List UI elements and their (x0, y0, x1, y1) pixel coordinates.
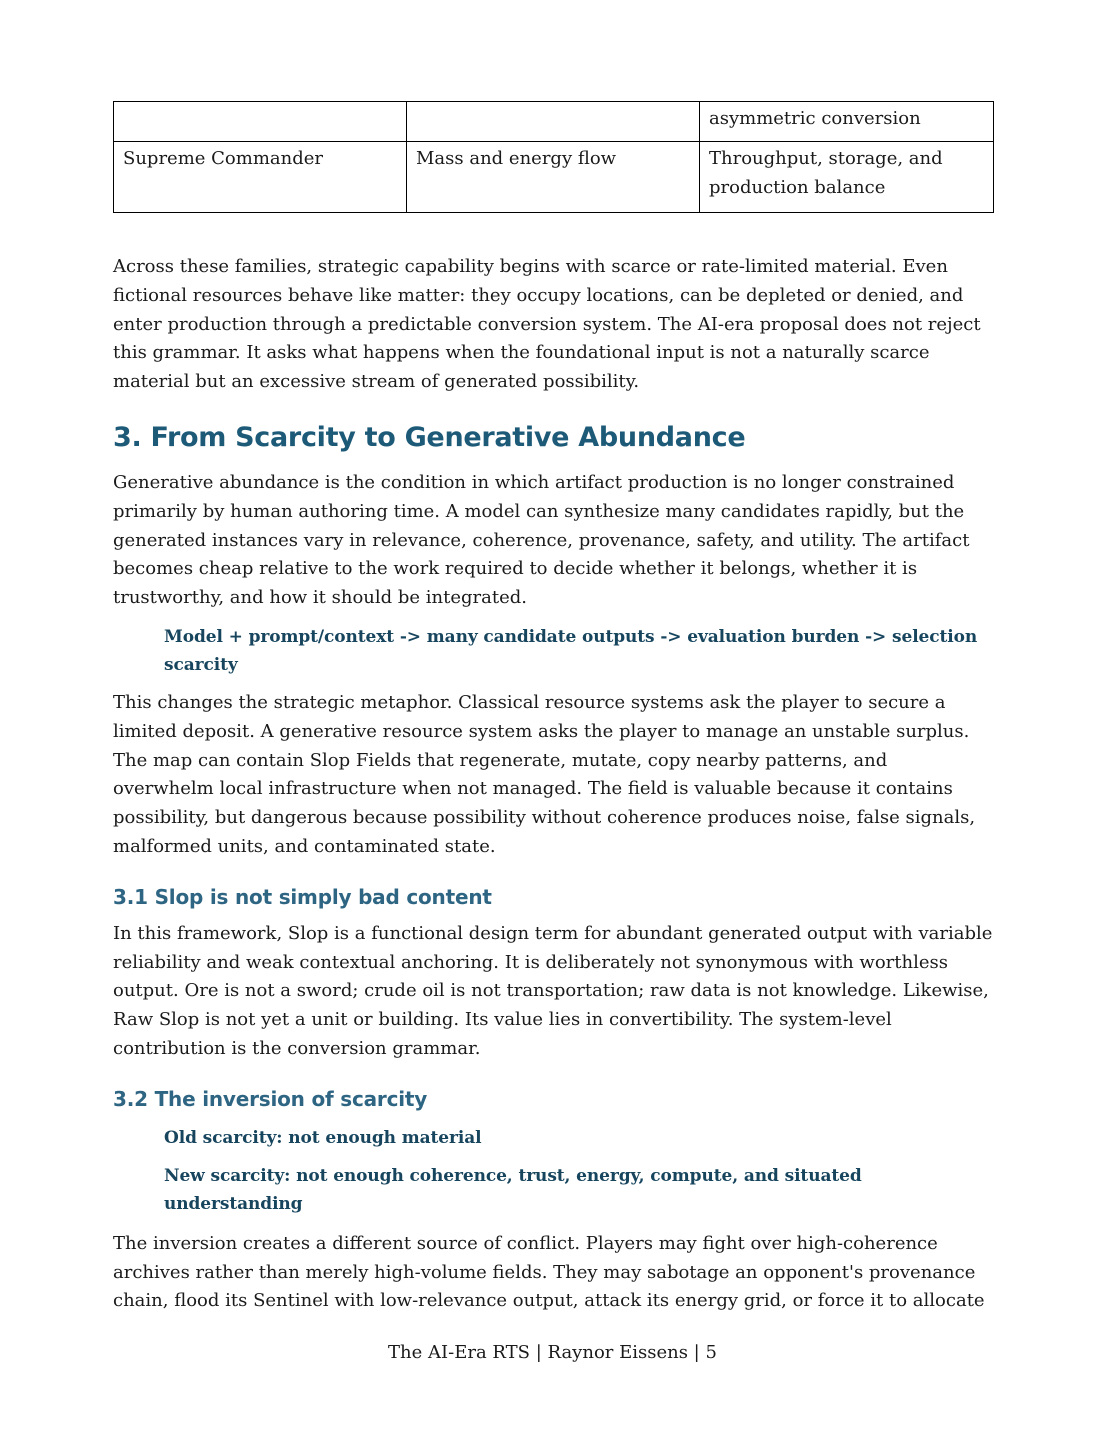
table-cell: Throughput, storage, and production balance (700, 142, 994, 213)
subsection-heading-3-1: 3.1 Slop is not simply bad content (113, 884, 492, 909)
paragraph-resource-families: Across these families, strategic capability begins with scarce or rate-limited material. Even fictional resources behave like matter: they occupy locations, can be depleted or denied, and enter production through a predictable conversion system. The AI-era proposal does not reject this grammar. It asks what happens when the foundational input is not a naturally scarce material but an excessive stream of generated possibility. (113, 256, 981, 393)
table-cell: Supreme Commander (114, 142, 407, 213)
formula-generation-pipeline: Model + prompt/context -> many candidate outputs -> evaluation burden -> selection scarcity (164, 626, 978, 675)
table-cell (114, 102, 407, 142)
formula-old-scarcity: Old scarcity: not enough material (164, 1127, 482, 1148)
paragraph-generative-abundance: Generative abundance is the condition in which artifact production is no longer constrained primarily by human authoring time. A model can synthesize many candidates rapidly, but the generated instances vary in relevance, coherence, provenance, safety, and utility. The artifact becomes cheap relative to the work required to decide whether it belongs, whether it is trustworthy, and how it should be integrated. (113, 471, 970, 609)
formula-new-scarcity: New scarcity: not enough coherence, trust, energy, compute, and situated understanding (164, 1165, 862, 1214)
table-cell: asymmetric conversion (700, 102, 994, 142)
subsection-heading-3-2: 3.2 The inversion of scarcity (113, 1086, 428, 1111)
resource-comparison-table (113, 101, 994, 213)
table-cell: Mass and energy flow (407, 142, 700, 213)
page-footer: The AI-Era RTS | Raynor Eissens | 5 (388, 1342, 717, 1363)
table-cell (407, 102, 700, 142)
paragraph-slop-definition: In this framework, Slop is a functional design term for abundant generated output with variable reliability and weak contextual anchoring. It is deliberately not synonymous with worthless output. Ore is not a sword; crude oil is not transportation; raw data is not knowledge. Likewise, Raw Slop is not yet a unit or building. Its value lies in convertibility. The system-level contribution is the conversion grammar. (113, 922, 993, 1059)
table-row (114, 102, 994, 142)
paragraph-inversion-conflict: The inversion creates a different source of conflict. Players may fight over high-coherence archives rather than merely high-volume fields. They may sabotage an opponent's provenance chain, flood its Sentinel with low-relevance output, attack its energy grid, or force it to allocate (113, 1232, 985, 1312)
section-heading-3: 3. From Scarcity to Generative Abundance (113, 421, 746, 453)
paragraph-strategic-metaphor: This changes the strategic metaphor. Classical resource systems ask the player to secure a limited deposit. A generative resource system asks the player to manage an unstable surplus. The map can contain Slop Fields that regenerate, mutate, copy nearby patterns, and overwhelm local infrastructure when not managed. The field is valuable because it contains possibility, but dangerous because possibility without coherence produces noise, false signals, malformed units, and contaminated state. (113, 691, 976, 857)
document-page (113, 101, 993, 1316)
table-row (114, 142, 994, 213)
